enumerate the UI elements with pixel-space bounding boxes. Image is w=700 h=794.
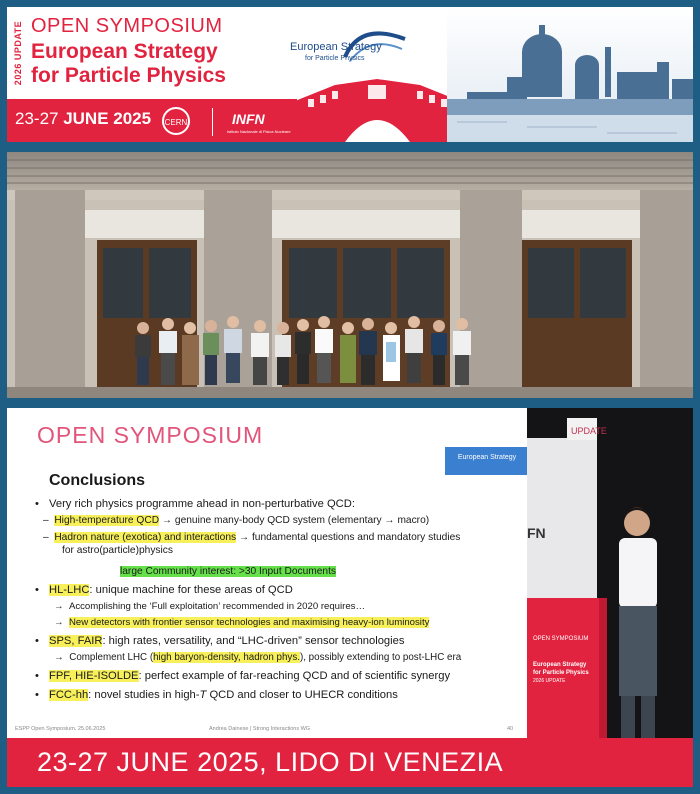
banner-title xyxy=(31,40,301,88)
bullet-2-sub-1: → Accomplishing the ‘Full exploitation’ recommended in 2020 requires… xyxy=(54,601,366,612)
stage-update-text: UPDATE xyxy=(571,426,607,436)
podium-update-text: 2026 UPDATE xyxy=(533,678,566,684)
bullet-5: • FCC-hh: novel studies in high-T QCD and closer to UHECR conditions xyxy=(35,689,398,701)
slide-header: OPEN SYMPOSIUM xyxy=(37,422,264,448)
podium-es2-text: for Particle Physics xyxy=(533,670,589,676)
talk-screenshot xyxy=(7,408,693,787)
slide-page-number: 40 xyxy=(507,726,514,732)
banner-title-line1: European Strategy xyxy=(31,40,218,63)
bullet-1-sub-2: – Hadron nature (exotica) and interactions → fundamental questions and mandatory studies xyxy=(43,532,461,543)
bullet-4: • FPF, HIE-ISOLDE: perfect example of far-reaching QCD and of scientific synergy xyxy=(35,670,451,682)
infn-logo: INFN xyxy=(232,111,265,127)
update-tag: 2026 UPDATE xyxy=(13,20,23,86)
bullet-1-sub-2-cont: for astro(particle)physics xyxy=(62,545,173,556)
presentation-slide xyxy=(7,408,527,738)
stage-infn-text: FN xyxy=(527,525,546,541)
bullet-2: • HL-LHC: unique machine for these areas of QCD xyxy=(35,584,293,596)
cern-logo: CERN xyxy=(162,107,190,135)
speaker-image xyxy=(527,408,693,738)
stage-area xyxy=(527,408,693,738)
podium-es-text: European Strategy xyxy=(533,662,587,668)
banner-title-line2: for Particle Physics xyxy=(31,64,226,87)
banner-open-symposium: OPEN SYMPOSIUM xyxy=(31,15,223,37)
community-interest-note: large Community interest: >30 Input Documents xyxy=(120,566,337,577)
logo-divider xyxy=(212,108,213,136)
infn-subtitle: Istituto Nazionale di Fisica Nucleare xyxy=(227,129,291,134)
symposium-banner xyxy=(7,7,693,142)
group-photo xyxy=(7,152,693,398)
banner-date: 23-27 JUNE 2025 xyxy=(15,109,152,128)
bullet-1: • Very rich physics programme ahead in non-perturbative QCD: xyxy=(35,498,355,510)
slide-footer-event: ESPP Open Symposium, 25.06.2025 xyxy=(15,726,106,732)
european-strategy-logo: European Strategy for Particle Physics xyxy=(290,35,410,85)
bullet-2-sub-2: → New detectors with frontier sensor technologies and maximising heavy-ion luminosity xyxy=(54,617,430,628)
slide-es-logo: European Strategy xyxy=(445,447,529,475)
slide-footer-speaker: Andrea Dainese | Strong Interactions WG xyxy=(209,726,311,732)
bullet-3: • SPS, FAIR: high rates, versatility, and “LHC-driven” sensor technologies xyxy=(35,635,405,647)
podium-open-text: OPEN SYMPOSIUM xyxy=(533,636,589,642)
building-facade-image xyxy=(7,152,693,398)
event-date-location: 23-27 JUNE 2025, LIDO DI VENEZIA xyxy=(37,747,504,777)
bullet-3-sub-1: → Complement LHC (high baryon-density, hadron phys.), possibly extending to post-LHC era xyxy=(54,652,462,663)
slide-title: Conclusions xyxy=(49,472,146,489)
venice-skyline-image xyxy=(447,7,693,142)
bullet-1-sub-1: – High-temperature QCD → genuine many-body QCD system (elementary → macro) xyxy=(43,515,430,526)
